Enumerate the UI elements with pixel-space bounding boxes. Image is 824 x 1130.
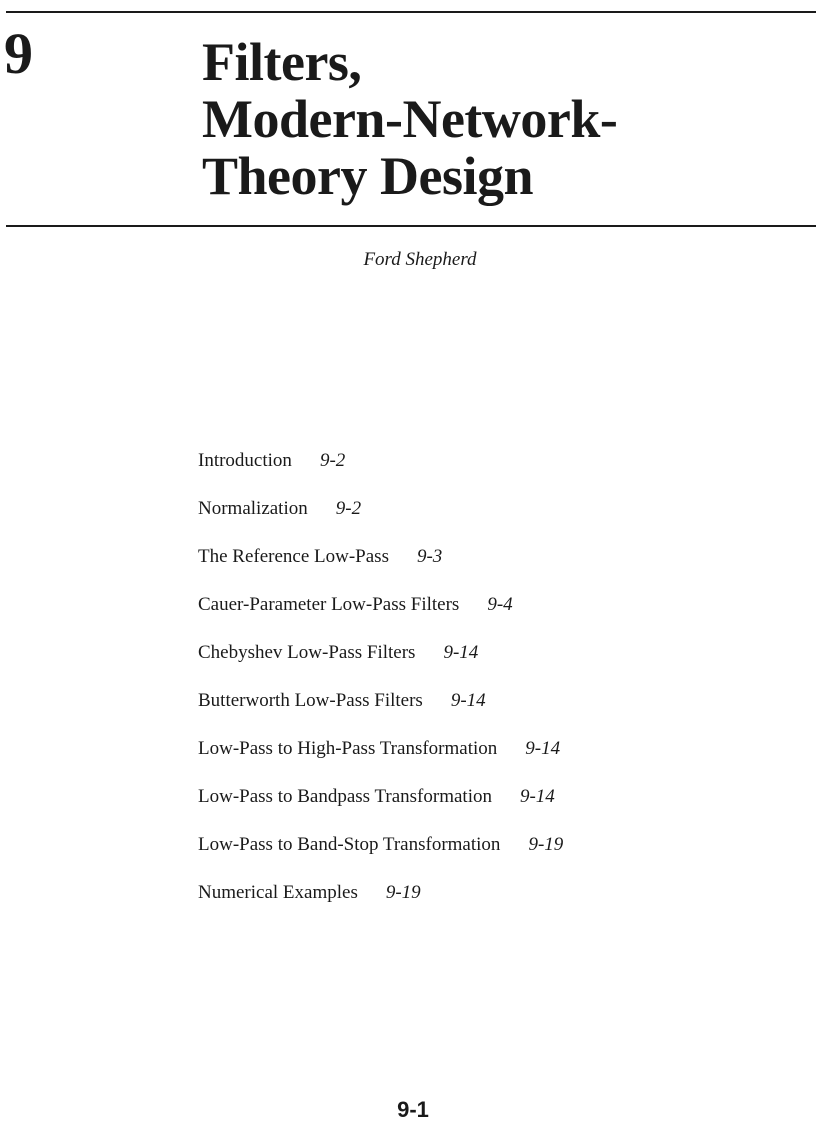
toc-entry-title: Normalization (198, 498, 308, 519)
toc-entry-page: 9-19 (385, 882, 421, 903)
toc-entry[interactable] (198, 591, 563, 639)
toc-entry-title: The Reference Low-Pass (198, 546, 389, 567)
chapter-title-line: Modern-Network- (202, 89, 618, 149)
toc-entry[interactable] (198, 831, 563, 879)
chapter-contents-list (198, 447, 563, 927)
toc-entry-page: 9-14 (525, 738, 561, 759)
toc-entry-title: Numerical Examples (198, 882, 358, 903)
chapter-title (202, 34, 617, 205)
toc-entry-title: Cauer-Parameter Low-Pass Filters (198, 594, 460, 615)
toc-entry-page: 9-3 (416, 546, 443, 567)
toc-entry-page: 9-19 (528, 834, 564, 855)
toc-entry[interactable] (198, 687, 563, 735)
header-bottom-rule (6, 225, 816, 227)
toc-entry-title: Low-Pass to Band-Stop Transformation (198, 834, 501, 855)
toc-entry-page: 9-2 (335, 498, 362, 519)
toc-entry[interactable] (198, 783, 563, 831)
toc-entry[interactable] (198, 447, 563, 495)
toc-entry-title: Butterworth Low-Pass Filters (198, 690, 423, 711)
chapter-number: 9 (4, 21, 33, 86)
toc-entry[interactable] (198, 639, 563, 687)
toc-entry-title: Introduction (198, 450, 292, 471)
header-top-rule (6, 11, 816, 13)
toc-entry-title: Low-Pass to High-Pass Transformation (198, 738, 498, 759)
toc-entry[interactable] (198, 879, 563, 927)
toc-entry-page: 9-4 (487, 594, 513, 615)
toc-entry-page: 9-14 (443, 642, 479, 663)
toc-entry-page: 9-2 (319, 450, 346, 471)
toc-entry-title: Chebyshev Low-Pass Filters (198, 642, 416, 663)
chapter-title-line: Theory Design (202, 146, 533, 206)
toc-entry[interactable] (198, 495, 563, 543)
toc-entry[interactable] (198, 543, 563, 591)
toc-entry-title: Low-Pass to Bandpass Transformation (198, 786, 492, 807)
toc-entry-page: 9-14 (450, 690, 486, 711)
toc-entry[interactable] (198, 735, 563, 783)
toc-entry-page: 9-14 (519, 786, 555, 807)
page-number: 9-1 (397, 1097, 429, 1122)
chapter-author: Ford Shepherd (363, 249, 477, 270)
chapter-title-line: Filters, (202, 32, 362, 92)
